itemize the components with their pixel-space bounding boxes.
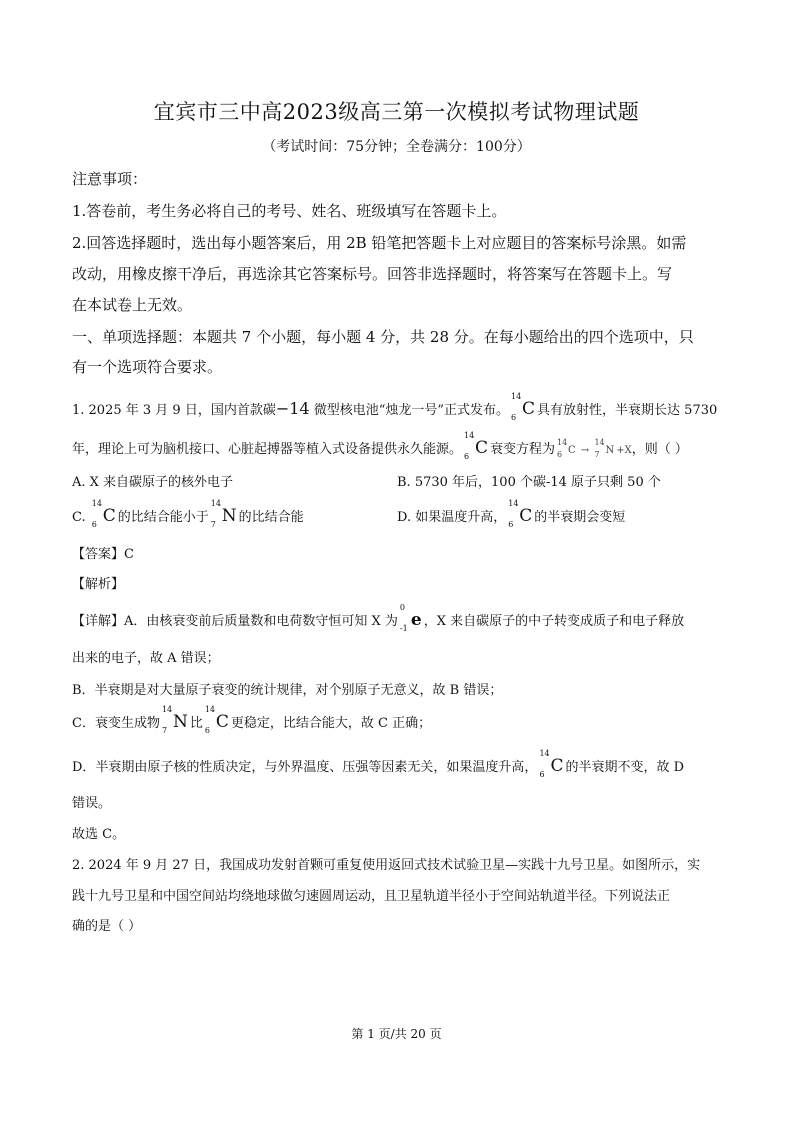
question-1-line-1 [72, 392, 718, 422]
question-1-text: ，则（ ） [631, 442, 688, 457]
option-c: C. 14 6 C 的比结合能小于 14 7 N 的比结合能 [72, 499, 304, 529]
notice-heading: 注意事项： [72, 170, 148, 188]
question-2-line-2: 践十九号卫星和中国空间站均绕地球做匀速圆周运动，且卫星轨道半径小于空间站轨道半径。下列说法正 [72, 889, 671, 904]
question-2-line-3: 确的是（ ） [72, 919, 142, 934]
isotope-c14: 14 6 C [91, 499, 116, 529]
detail-line-3: B．半衰期是对大量原子衰变的统计规律，对个别原子无意义，故 B 错误； [72, 683, 503, 698]
section-heading-line-2: 有一个选项符合要求。 [72, 358, 223, 376]
detail-line-2: 出来的电子，故 A 错误； [72, 651, 220, 666]
isotope-c14: 14 6 C [464, 431, 489, 461]
option-a: A. X 来自碳原子的核外电子 [72, 475, 234, 490]
question-1-text: 衰变方程为 [490, 442, 556, 457]
isotope-c14: 14 6 C [508, 499, 533, 529]
exam-info: （考试时间：75分钟；全卷满分：100分） [262, 139, 531, 155]
isotope-c14: 14 6 C [204, 705, 229, 735]
question-1-text: 1. 2025 年 3 月 9 日，国内首款碳 [72, 403, 276, 418]
isotope-n14: 14 7 N [161, 705, 188, 735]
question-1-text: 具有放射性，半衰期长达 5730 [537, 403, 718, 418]
carbon-14-label: −14 [275, 399, 310, 418]
page-number: 第 1 页/共 20 页 [351, 1027, 442, 1041]
question-1-text: 微型核电池“烛龙一号”正式发布。 [309, 403, 510, 418]
isotope-electron: 0 -1 e [399, 603, 422, 633]
answer-label: 【答案】C [72, 547, 134, 562]
conclusion: 故选 C。 [72, 827, 126, 842]
detail-line-4: C．衰变生成物 14 7 N 比 14 6 C 更稳定，比结合能大，故 C 正确； [72, 705, 432, 735]
notice-item-2-line-1: 2.回答选择题时，选出每小题答案后，用 2B 铅笔把答题卡上对应题目的答案标号涂黑。如需 [72, 234, 687, 252]
detail-line-5: D．半衰期由原子核的性质决定，与外界温度、压强等因素无关，如果温度升高， 14 6 C 的半衰期不变，故 D [72, 749, 685, 779]
detail-line-1: 【详解】A．由核衰变前后质量数和电荷数守恒可知 X 为 0 -1 e ，X 来自碳原子的中子转变成质子和电子释放 [72, 603, 685, 633]
notice-item-2-line-2: 改动，用橡皮擦干净后，再选涂其它答案标号。回答非选择题时，将答案写在答题卡上。写 [72, 265, 673, 283]
analysis-label: 【解析】 [72, 577, 125, 592]
isotope-n14: 14 7 N [210, 499, 237, 529]
option-d: D. 如果温度升高， 14 6 C 的半衰期会变短 [397, 499, 626, 529]
question-1-line-2 [72, 431, 688, 461]
option-b: B. 5730 年后，100 个碳-14 原子只剩 50 个 [397, 475, 661, 490]
page-title: 宜宾市三中高2023级高三第一次模拟考试物理试题 [153, 100, 640, 124]
section-heading-line-1: 一、单项选择题：本题共 7 个小题，每小题 4 分，共 28 分。在每小题给出的四个选项中，只 [72, 328, 694, 346]
question-1-text: 年，理论上可为脑机接口、心脏起搏器等植入式设备提供永久能源。 [72, 442, 463, 457]
isotope-c14: 14 6 C [511, 392, 536, 422]
detail-line-6: 错误。 [72, 796, 112, 811]
decay-equation: 14 6 C → 14 7 N +X [557, 438, 632, 459]
question-2-line-1: 2. 2024 年 9 月 27 日，我国成功发射首颗可重复使用返回式技术试验卫星—实践十九号卫星。如图所示，实 [72, 858, 701, 873]
isotope-c14: 14 6 C [539, 749, 564, 779]
notice-item-1: 1.答卷前，考生务必将自己的考号、姓名、班级填写在答题卡上。 [72, 202, 507, 220]
notice-item-2-line-3: 在本试卷上无效。 [72, 296, 193, 314]
